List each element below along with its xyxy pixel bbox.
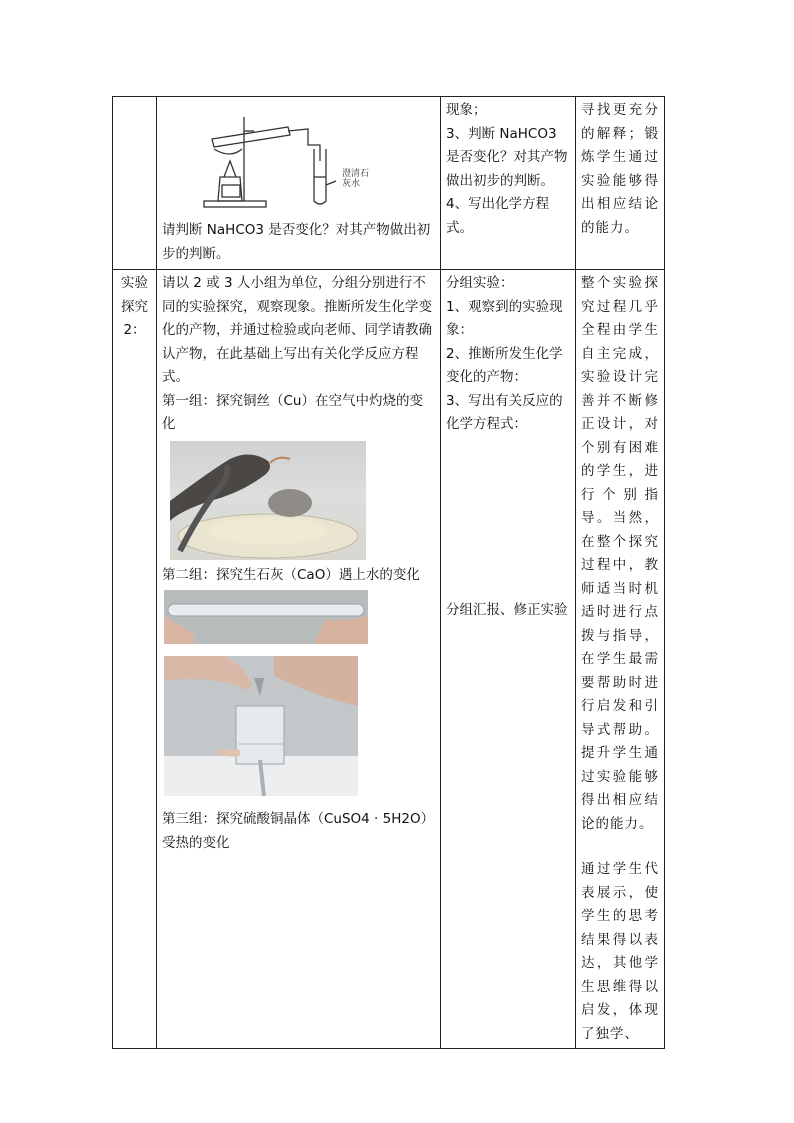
row1-student-line-3: 4、写出化学方程式。 xyxy=(446,196,550,236)
row2-student-line-4: 3、写出有关反应的化学方程式： xyxy=(446,392,563,432)
row1-step-cell xyxy=(113,97,157,270)
row2-report: 分组汇报、修正实验 xyxy=(446,601,568,618)
row2-intent-para2: 通过学生代表展示，使学生的思考结果得以表达，其他学生思维得以启发，体现了独学、 xyxy=(581,861,659,1042)
group2-title: 第二组：探究生石灰（CaO）遇上水的变化 xyxy=(162,566,420,583)
row2-student-line-1: 分组实验： xyxy=(446,275,514,291)
group1-title: 第一组：探究铜丝（Cu）在空气中灼烧的变化 xyxy=(162,392,423,432)
row1-intent-cell xyxy=(576,97,665,270)
table-row xyxy=(113,97,665,270)
row2-intent-cell xyxy=(576,270,665,1049)
row1-question: 请判断 NaHCO3 是否变化？对其产物做出初步的判断。 xyxy=(162,222,431,262)
lesson-plan-table xyxy=(112,96,665,1049)
row2-intent-para1: 整个实验探究过程几乎全程由学生自主完成，实验设计完善并不断修正设计，对个别有困难的学生，进行个别指导。当然，在整个探究过程中，教师适当时机适时进行点拨与指导，在学生最需要帮助时进行启发和引导式帮助。提升学生通过实验能够得出相应结论的能力。 xyxy=(581,275,659,832)
row1-content-cell xyxy=(157,97,441,270)
row2-content-cell xyxy=(157,270,441,1049)
apparatus-diagram xyxy=(162,99,435,219)
row1-intent-text: 寻找更充分的解释；锻炼学生通过实验能够得出相应结论的能力。 xyxy=(581,102,659,236)
row2-step-label: 实验探究2： xyxy=(121,275,148,338)
row2-step-cell xyxy=(113,270,157,1049)
beaker-photo xyxy=(164,656,358,796)
row2-intro: 请以 2 或 3 人小组为单位，分组分别进行不同的实验探究，观察现象。推断所发生化学变化的产物，并通过检验或向老师、同学请教确认产物，在此基础上写出有关化学反应方程式。 xyxy=(162,275,432,385)
table-row xyxy=(113,270,665,1049)
row2-student-line-2: 1、观察到的实验现象： xyxy=(446,298,563,338)
lime-tube-photo xyxy=(164,590,368,644)
row1-student-line-2: 3、判断 NaHCO3 是否变化？对其产物做出初步的判断。 xyxy=(446,125,568,189)
row1-student-line-1: 现象； xyxy=(446,102,487,118)
copper-wire-photo xyxy=(170,441,366,560)
row2-student-cell xyxy=(441,270,576,1049)
row2-student-line-3: 2、推断所发生化学变化的产物： xyxy=(446,345,563,385)
group3-title: 第三组：探究硫酸铜晶体（CuSO4 · 5H2O）受热的变化 xyxy=(162,811,435,851)
apparatus-label: 澄清石灰水 xyxy=(342,169,370,189)
heating-apparatus-icon xyxy=(202,105,342,215)
row1-student-cell xyxy=(441,97,576,270)
